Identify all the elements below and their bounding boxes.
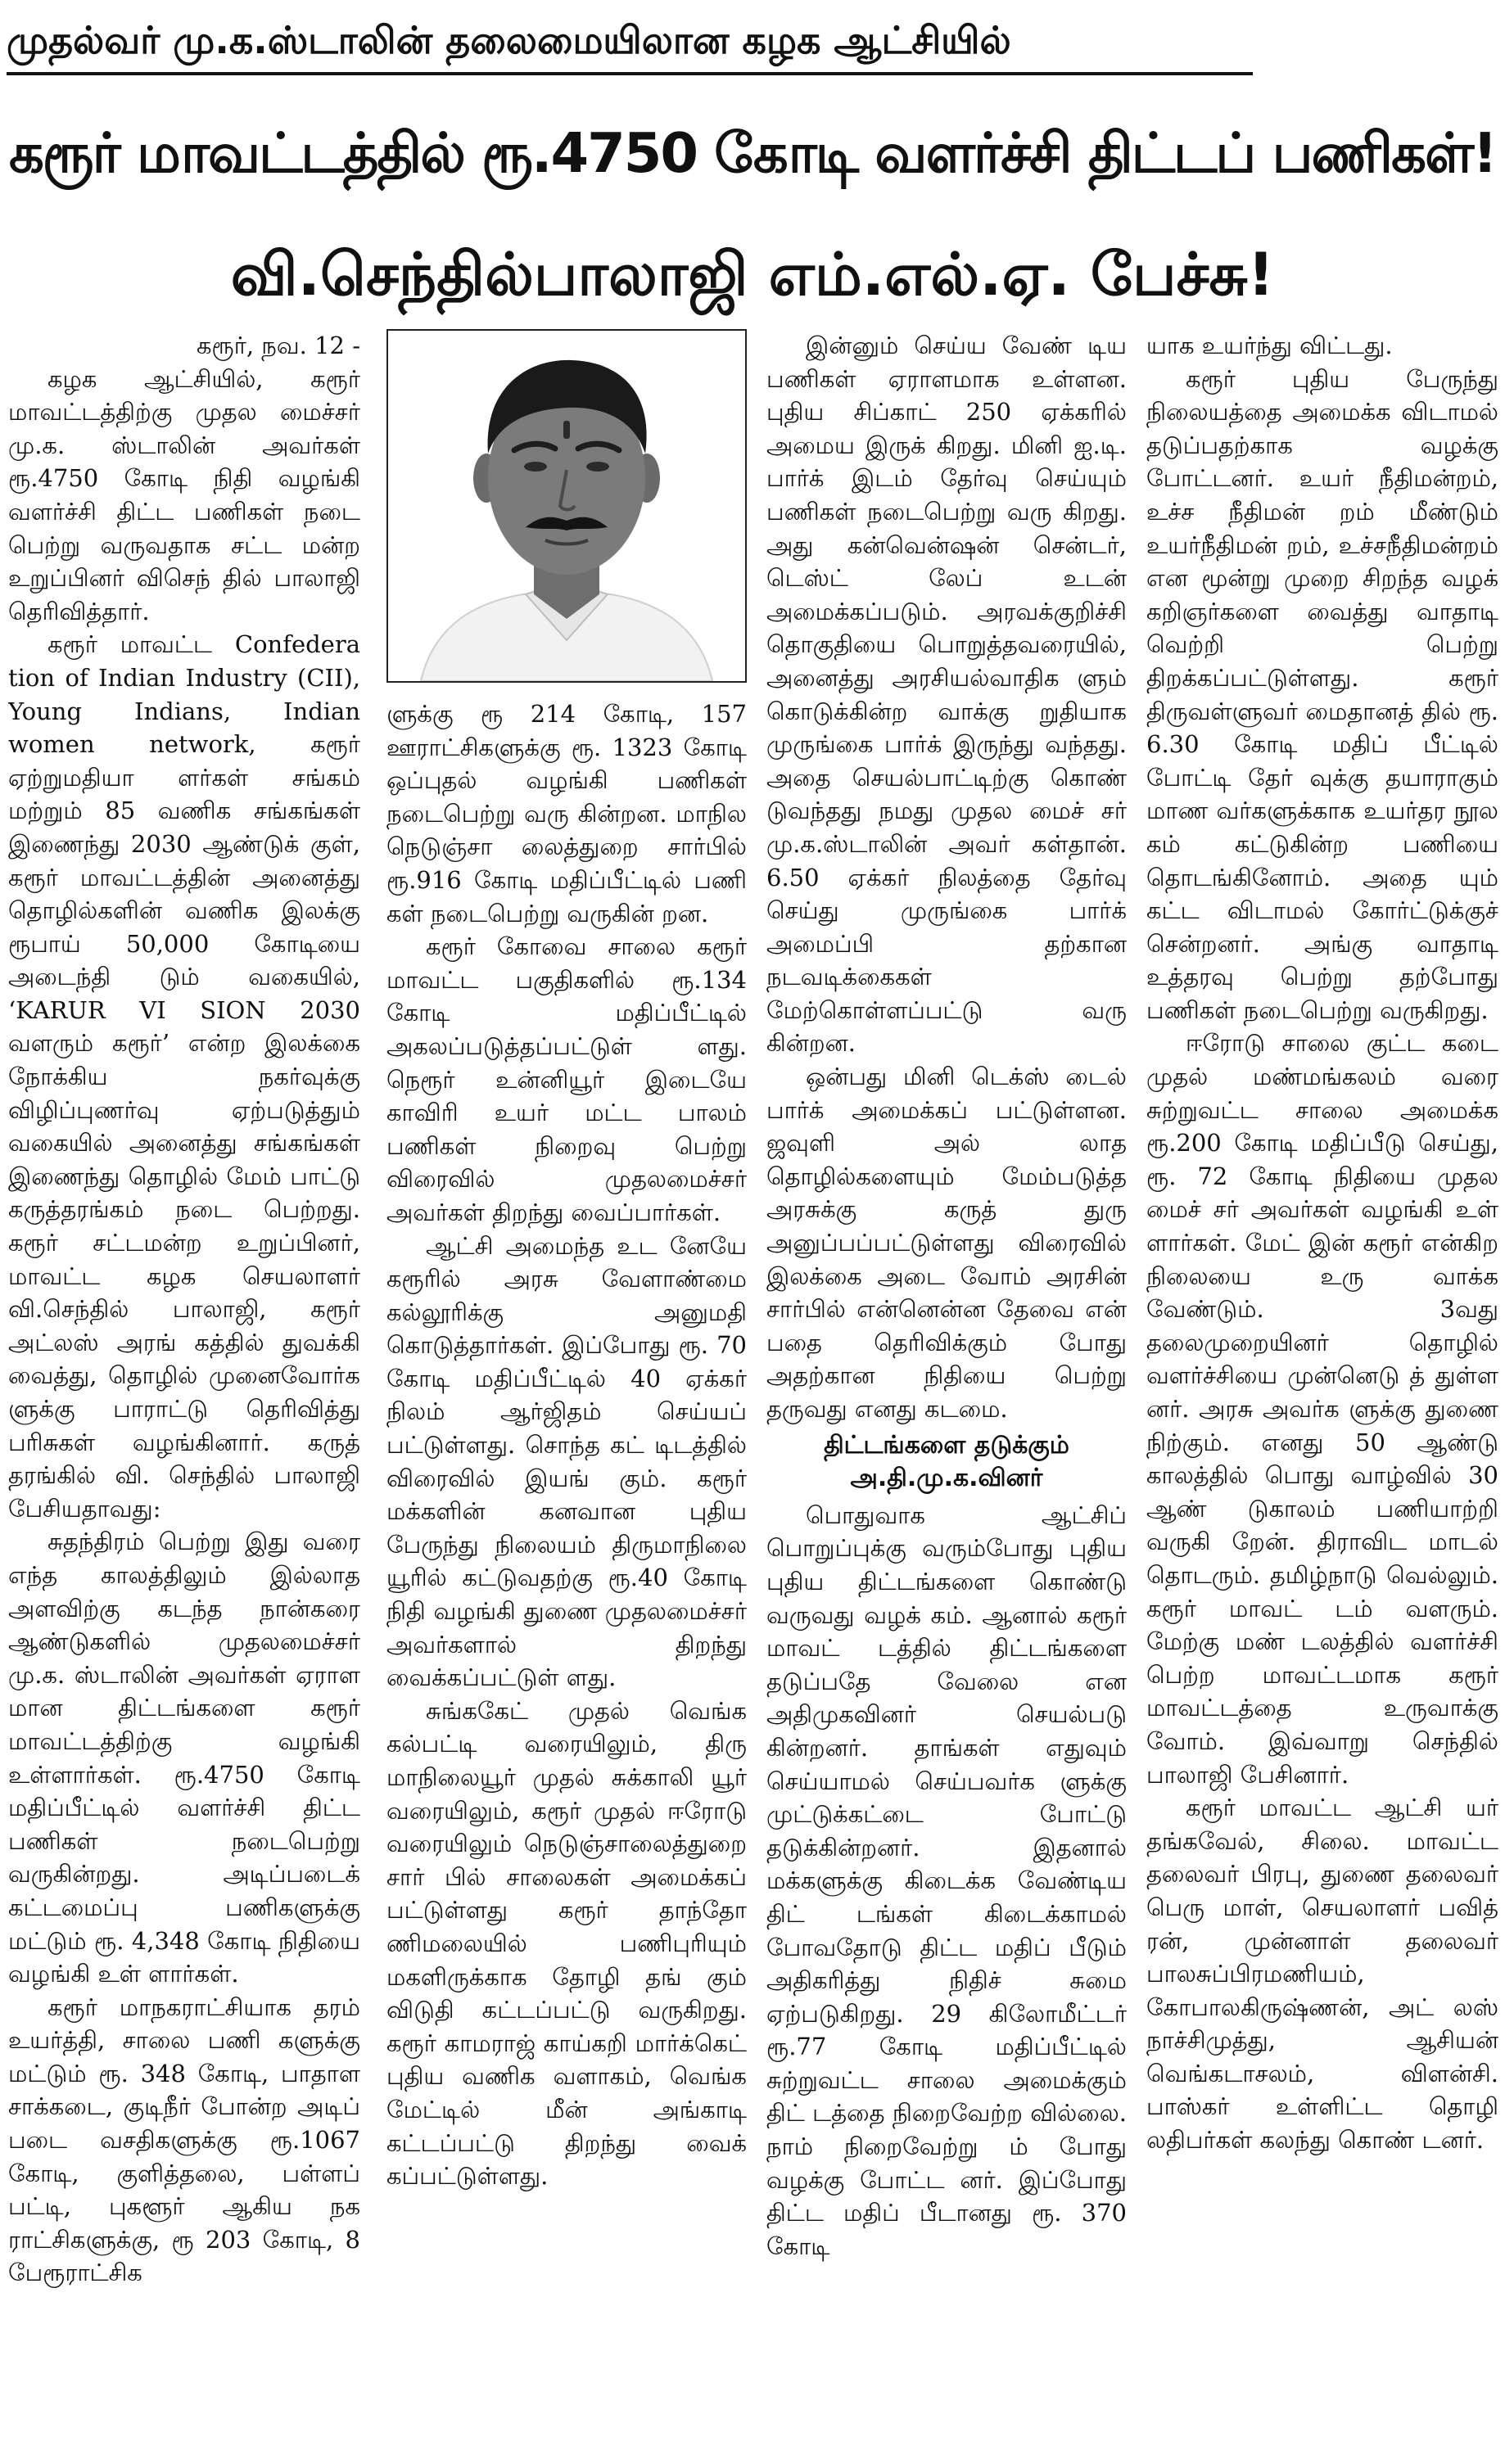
portrait-photo: [386, 329, 747, 683]
main-headline: கரூர் மாவட்டத்தில் ரூ.4750 கோடி வளர்ச்சி திட்டப் பணிகள்!: [9, 121, 1496, 185]
paragraph: கரூர் புதிய பேருந்து நிலையத்தை அமைக்க விடாமல் தடுப்பதற்காக வழக்கு போட்டனர். உயர் நீதிமன்றம், உச்ச நீதிமன் றம் மீண்டும் உயர்நீதிமன் றம், உச்சநீதிமன்றம் என மூன்று முறை சிறந்த வழக் கறிஞர்களை வைத்து வாதாடி வெற்றி பெற்று திறக்கப்பட்டுள்ளது. கரூர் திருவள்ளுவர் மைதானத் தில் ரூ. 6.30 கோடி மதிப் பீட்டில் போட்டி தேர் வுக்கு தயாராகும் மாண வர்களுக்காக உயர்தர நூல கம் கட்டுகின்ற பணியை தொடங்கினோம். அதை யும் கட்ட விடாமல் கோர்ட்டுக்குச் சென்றனர். அங்கு வாதாடி உத்தரவு பெற்று தற்போது பணிகள் நடைபெற்று வருகிறது.: [1146, 364, 1498, 1024]
paragraph: கரூர் மாவட்ட ஆட்சி யர் தங்கவேல், சிலை. மாவட்ட தலைவர் பிரபு, துணை தலைவர் பெரு மாள், செயலாளர் பவித் ரன், முன்னாள் தலைவர் பாலசுப்பிரமணியம், கோபாலகிருஷ்ணன், அட் லஸ் நாச்சிமுத்து, ஆசியன் வெங்கடாசலம், விளன்சி. பாஸ்கர் உள்ளிட்ட தொழி லதிபர்கள் கலந்து கொண் டனர்.: [1146, 1794, 1498, 2155]
paragraph: சுங்ககேட் முதல் வெங்க கல்பட்டி வரையிலும், திரு மாநிலையூர் முதல் சுக்காலி யூர் வரையிலும், கரூர் முதல் ஈரோடு வரையிலும் நெடுஞ்சாலைத்துறை சார் பில் சாலைகள் அமைக்கப் பட்டுள்ளது கரூர் தாந்தோ ணிமலையில் பணிபுரியும் மகளிருக்காக தோழி தங் கும் விடுதி கட்டப்பட்டு வருகிறது. கரூர் காமராஜ் காய்கறி மார்க்கெட் புதிய வணிக வளாகம், வெங்க மேட்டில் மீன் அங்காடி கட்டப்பட்டு திறந்து வைக் கப்பட்டுள்ளது.: [386, 1696, 747, 2191]
paragraph: ஆட்சி அமைந்த உட னேயே கரூரில் அரசு வேளாண்மை கல்லூரிக்கு அனுமதி கொடுத்தார்கள். இப்போது ரூ. 70 கோடி மதிப்பீட்டில் 40 ஏக்கர் நிலம் ஆர்ஜிதம் செய்யப் பட்டுள்ளது. சொந்த கட் டிடத்தில் விரைவில் இயங் கும். கரூர் மக்களின் கனவான புதிய பேருந்து நிலையம் திருமாநிலை யூரில் கட்டுவதற்கு ரூ.40 கோடி நிதி வழங்கி துணை முதலமைச்சர் அவர்களால் திறந்து வைக்கப்பட்டுள் ளது.: [386, 1231, 747, 1692]
section-subheading: திட்டங்களை தடுக்கும் அ.தி.மு.க.வினர்: [824, 1430, 1069, 1493]
paragraph: ளுக்கு ரூ 214 கோடி, 157 ஊராட்சிகளுக்கு ரூ. 1323 கோடி ஒப்புதல் வழங்கி பணிகள் நடைபெற்று வரு கின்றன. மாநில நெடுஞ்சா லைத்துறை சார்பில் ரூ.916 கோடி மதிப்பீட்டில் பணி கள் நடைபெற்று வருகின் றன.: [386, 700, 747, 927]
kicker-underline: [7, 72, 1253, 75]
paragraph: யாக உயர்ந்து விட்டது.: [1146, 332, 1393, 359]
paragraph: கழக ஆட்சியில், கரூர் மாவட்டத்திற்கு முதல மைச்சர் மு.க. ஸ்டாலின் அவர்கள் ரூ.4750 கோடி நிதி வழங்கி வளர்ச்சி திட்ட பணிகள் நடை பெற்று வருவதாக சட்ட மன்ற உறுப்பினர் விசெந் தில் பாலாஜி தெரிவித்தார்.: [8, 364, 360, 625]
paragraph: இன்னும் செய்ய வேண் டிய பணிகள் ஏராளமாக உள்ளன. புதிய சிப்காட் 250 ஏக்கரில் அமைய இருக் கிறது. மினி ஐ.டி. பார்க் இடம் தேர்வு செய்யும் பணிகள் நடைபெற்று வரு கிறது. அது கன்வென்ஷன் சென்டர், டெஸ்ட் லேப் உடன் அமைக்கப்படும். அரவக்குறிச்சி தொகுதியை பொறுத்தவரையில், அனைத்து அரசியல்வாதிக ளும் கொடுக்கின்ற வாக்கு றுதியாக முருங்கை பார்க் இருந்து வந்தது. அதை செயல்பாட்டிற்கு கொண் டுவந்தது நமது முதல மைச் சர் மு.க.ஸ்டாலின் அவர் கள்தான். 6.50 ஏக்கர் நிலத்தை தேர்வு செய்து முருங்கை பார்க் அமைப்பி தற்கான நடவடிக்கைகள் மேற்கொள்ளப்பட்டு வரு கின்றன.: [766, 332, 1127, 1058]
dateline: கரூர், நவ. 12 -: [196, 332, 360, 359]
paragraph: பொதுவாக ஆட்சிப் பொறுப்புக்கு வரும்போது புதிய புதிய திட்டங்களை கொண்டு வருவது வழக் கம். ஆனால் கரூர் மாவட் டத்தில் திட்டங்களை தடுப்பதே வேலை என அதிமுகவினர் செயல்படு கின்றனர். தாங்கள் எதுவும் செய்யாமல் செய்பவர்க ளுக்கு முட்டுக்கட்டை போட்டு தடுக்கின்றனர். இதனால் மக்களுக்கு கிடைக்க வேண்டிய திட் டங்கள் கிடைக்காமல் போவதோடு திட்ட மதிப் பீடும் அதிகரித்து நிதிச் சுமை ஏற்படுகிறது. 29 கிலோமீட்டர் ரூ.77 கோடி மதிப்பீட்டில் சுற்றுவட்ட சாலை அமைக்கும் திட் டத்தை நிறைவேற்ற வில்லை. நாம் நிறைவேற்று ம் போது வழக்கு போட்ட னர். இப்போது திட்ட மதிப் பீடானது ரூ. 370 கோடி: [766, 1501, 1127, 2260]
paragraph: கரூர் மாவட்ட Confedera tion of Indian Industry (CII), Young Indians, Indian women network, கரூர் ஏற்றுமதியா ளர்கள் சங்கம் மற்றும் 85 வணிக சங்கங்கள் இணைந்து 2030 ஆண்டுக் குள், கரூர் மாவட்டத்தின் அனைத்து தொழில்களின் வணிக இலக்கு ரூபாய் 50,000 கோடியை அடைந்தி டும் வகையில், ‘KARUR VI SION 2030 வளரும் கரூர்’ என்ற இலக்கை நோக்கிய நகர்வுக்கு விழிப்புணர்வு ஏற்படுத்தும் வகையில் அனைத்து சங்கங்கள் இணைந்து தொழில் மேம் பாட்டு கருத்தரங்கம் நடை பெற்றது. கரூர் சட்டமன்ற உறுப்பினர், மாவட்ட கழக செயலாளர் வி.செந்தில் பாலாஜி, கரூர் அட்லஸ் அரங் கத்தில் துவக்கி வைத்து, தொழில் முனைவோர்க ளுக்கு பாராட்டு தெரிவித்து பரிசுகள் வழங்கினார். கருத் தரங்கில் வி. செந்தில் பாலாஜி பேசியதாவது:: [8, 630, 360, 1523]
paragraph: கரூர் கோவை சாலை கரூர் மாவட்ட பகுதிகளில் ரூ.134 கோடி மதிப்பீட்டில் அகலப்படுத்தப்பட்டுள் ளது. நெரூர் உன்னியூர் இடையே காவிரி உயர் மட்ட பாலம் பணிகள் நிறைவு பெற்று விரைவில் முதலமைச்சர் அவர்கள் திறந்து வைப்பார்கள்.: [386, 932, 747, 1226]
sub-headline: வி.செந்தில்பாலாஜி எம்.எல்.ஏ. பேச்சு!: [230, 240, 1275, 309]
paragraph: ஒன்பது மினி டெக்ஸ் டைல் பார்க் அமைக்கப் பட்டுள்ளன. ஜவுளி அல் லாத தொழில்களையும் மேம்படுத்த அரசுக்கு கருத் துரு அனுப்பப்பட்டுள்ளது விரைவில் இலக்கை அடை வோம் அரசின் சார்பில் என்னென்ன தேவை என் பதை தெரிவிக்கும் போது அதற்கான நிதியை பெற்று தருவது எனது கடமை.: [766, 1063, 1127, 1423]
article-column-3: [766, 329, 1127, 2457]
paragraph: ஈரோடு சாலை குட்ட கடை முதல் மண்மங்கலம் வரை சுற்றுவட்ட சாலை அமைக்க ரூ.200 கோடி மதிப்பீடு செய்து, ரூ. 72 கோடி நிதியை முதல மைச் சர் அவர்கள் வழங்கி உள் ளார்கள். மேட் இன் கரூர் என்கிற நிலையை உரு வாக்க வேண்டும். 3வது தலைமுறையினர் தொழில் வளர்ச்சியை முன்னெடு த் துள்ள னர். அரசு அவர்க ளுக்கு துணை நிற்கும். எனது 50 ஆண்டு காலத்தில் பொது வாழ்வில் 30 ஆண் டுகாலம் பணியாற்றி வருகி றேன். திராவிட மாடல் தொடரும். தமிழ்நாடு வெல்லும். கரூர் மாவட் டம் வளரும். மேற்கு மண் டலத்தில் வளர்ச்சி பெற்ற மாவட்டமாக கரூர் மாவட்டத்தை உருவாக்கு வோம். இவ்வாறு செந்தில் பாலாஜி பேசினார்.: [1146, 1029, 1498, 1789]
kicker-headline: முதல்வர் மு.க.ஸ்டாலின் தலைமையிலான கழக ஆட்சியில்: [7, 18, 1011, 62]
article-column-1: [8, 329, 360, 2457]
paragraph: சுதந்திரம் பெற்று இது வரை எந்த காலத்திலும் இல்லாத அளவிற்கு கடந்த நான்கரை ஆண்டுகளில் முதலமைச்சர் மு.க. ஸ்டாலின் அவர்கள் ஏராள மான திட்டங்களை கரூர் மாவட்டத்திற்கு வழங்கி உள்ளார்கள். ரூ.4750 கோடி மதிப்பீட்டில் வளர்ச்சி திட்ட பணிகள் நடைபெற்று வருகின்றது. அடிப்படைக் கட்டமைப்பு பணிகளுக்கு மட்டும் ரூ. 4,348 கோடி நிதியை வழங்கி உள் ளார்கள்.: [8, 1528, 360, 1988]
article-column-4: [1146, 329, 1498, 2457]
article-column-2: [386, 697, 747, 2457]
portrait-image: [388, 331, 745, 681]
paragraph: கரூர் மாநகராட்சியாக தரம் உயர்த்தி, சாலை பணி களுக்கு மட்டும் ரூ. 348 கோடி, பாதாள சாக்கடை, குடிநீர் போன்ற அடிப் படை வசதிகளுக்கு ரூ.1067 கோடி, குளித்தலை, பள்ளப் பட்டி, புகளூர் ஆகிய நக ராட்சிகளுக்கு, ரூ 203 கோடி, 8 பேரூராட்சிக: [8, 1992, 360, 2287]
